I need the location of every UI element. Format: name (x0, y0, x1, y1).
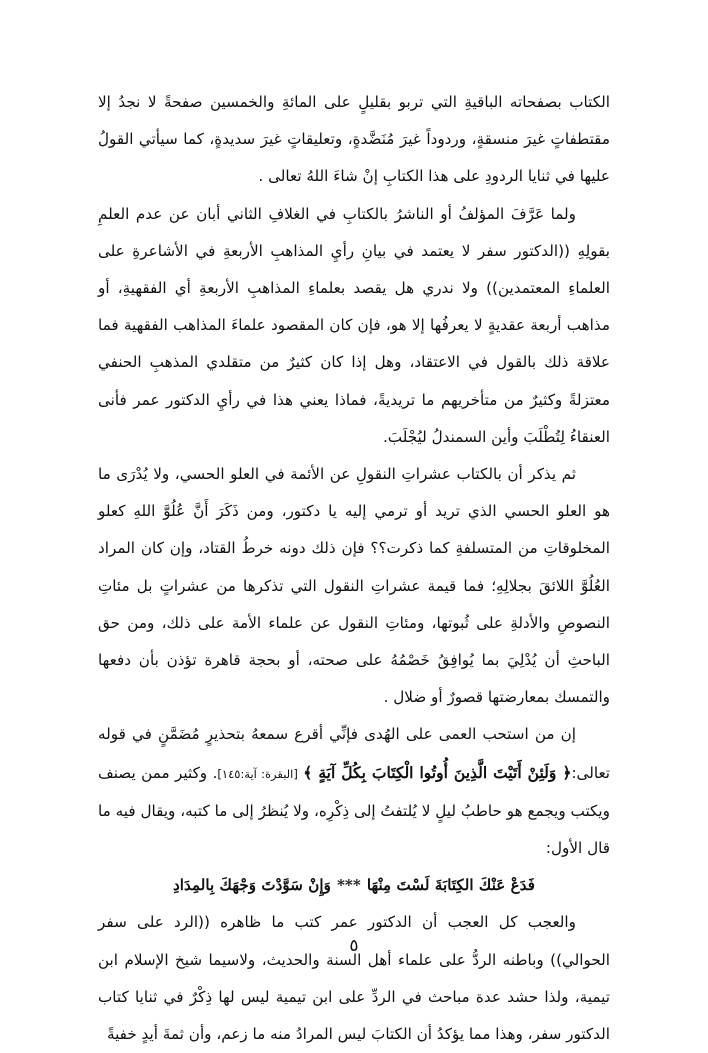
paragraph-1: الكتاب بصفحاته الباقيةِ التي تربو بقليلٍ على المائةِ والخمسين صفحةً لا نجدُ إلا مقتطفاتٍ غيرَ منسقةٍ، وردوداً غيرَ مُنَضَّدةٍ، وتعليقاتٍ غيرَ سديدةٍ، كما سيأتي القولُ عليها في ثنايا الردودِ على هذا الكتابِ إنْ شاءَ اللهُ تعالى . (98, 93, 610, 186)
paragraph-4-intro: إن من استحب العمى على الهُدى فإنِّي أقرع سمعهُ بتحذيرٍ مُضَمَّنٍ في قوله تعالى: (98, 725, 611, 782)
poem-verse (98, 867, 610, 904)
paragraph-4 (98, 716, 610, 867)
quran-verse: ﴿ وَلَئِنْ أَتَيْتَ الَّذِينَ أُوتُوا الْكِتَابَ بِكُلِّ آيَةٍ ﴾ (303, 762, 572, 782)
body-text (98, 84, 610, 1053)
page-number: ٥ (349, 936, 359, 956)
paragraph-5: والعجب كل العجب أن الدكتور عمر كتب ما ظاهره ((الرد على سفر الحوالي)) وباطنه الردُّ على علماء أهل السنة والحديث، ولاسيما شيخ الإسلام ابن تيمية، ولذا حشد عدة مباحث في الردِّ على ابن تيمية ليس لها ذِكْرٌ في ثنايا كتاب الدكتور سفر، وهذا مما يؤكدُ أن الكتابَ ليس المرادُ منه ما زعم، وأن ثمةَ أيدٍ خفيةً (98, 913, 610, 1044)
poem-separator: *** (336, 876, 361, 895)
paragraph-4-continuation: . وكثير ممن يصنف ويكتب ويجمع هو حاطبُ ليلٍ لا يُلتفتُ إلى ذِكْرِه، ولا يُنظرُ إلى ما كتبه، ويقال فيه ما قال الأول: (98, 763, 610, 858)
poem-hemistich-1: فَدَعْ عَنْكَ الكِتَابَةَ لَسْتَ مِنْهَا (366, 876, 535, 895)
paragraph-2: ولما عَرَّفَ المؤلفُ أو الناشرُ بالكتابِ في الغلافِ الثاني أبان عن عدم العلمِ بقولِهِ ((الدكتور سفر لا يعتمد في بيانِ رأيِ المذاهبِ الأربعةِ في الأشاعرةِ على العلماءِ المعتمدين)) ولا ندري هل يقصد بعلماءِ المذاهبِ الأربعةِ أي الفقهيةِ، أو مذاهب أربعة عقديةٍ لا يعرفُها إلا هو، فإن كان المقصود علماءَ المذاهب الفقهية فما علاقة ذلك بالقول في الاعتقاد، وهل إذا كان كثيرٌ من متقلدي المذهبِ الحنفي معتزلةً وكثيرٌ من متأخريهم ما تريديةً، فماذا يعني هذا في رأيِ الدكتور عمر فأنى العنقاءُ لِتُطْلَبَ وأين السمندلُ ليُجْلَبَ. (98, 204, 610, 446)
poem-hemistich-2: وَإِنْ سَوَّدْتَ وَجْهَكَ بِالمِدَادِ (173, 876, 331, 895)
verse-citation: [البقرة: آية:١٤٥] (217, 766, 298, 781)
paragraph-3: ثم يذكر أن بالكتاب عشراتِ النقولِ عن الأئمة في العلو الحسي، ولا يُدْرَى ما هو العلو الحسي الذي تريد أو ترمي إليه يا دكتور، ومن ذَكَرَ أَنَّ عُلُوَّ اللهِ كعلو المخلوقاتِ من المتسلفةِ كما ذكرت؟؟ فإن ذلك دونه خرطُ القتاد، وإن كان المراد العُلُوَّ اللائقَ بجلالِهِ؛ فما قيمة عشراتِ النقول التي تذكرها من عشراتٍ بل مئاتِ النصوصِ والأدلةِ على ثُبوتها، ومئاتِ النقول عن علماء الأمة على ذلك، ومن حق الباحثِ أن يُدْلِيَ بما يُوافِقُ خَصْمُهُ على صحته، أو بحجة قاهرة تؤذن بأن دفعها والتمسك بمعارضتها قصورٌ أو ضلال . (98, 465, 610, 707)
